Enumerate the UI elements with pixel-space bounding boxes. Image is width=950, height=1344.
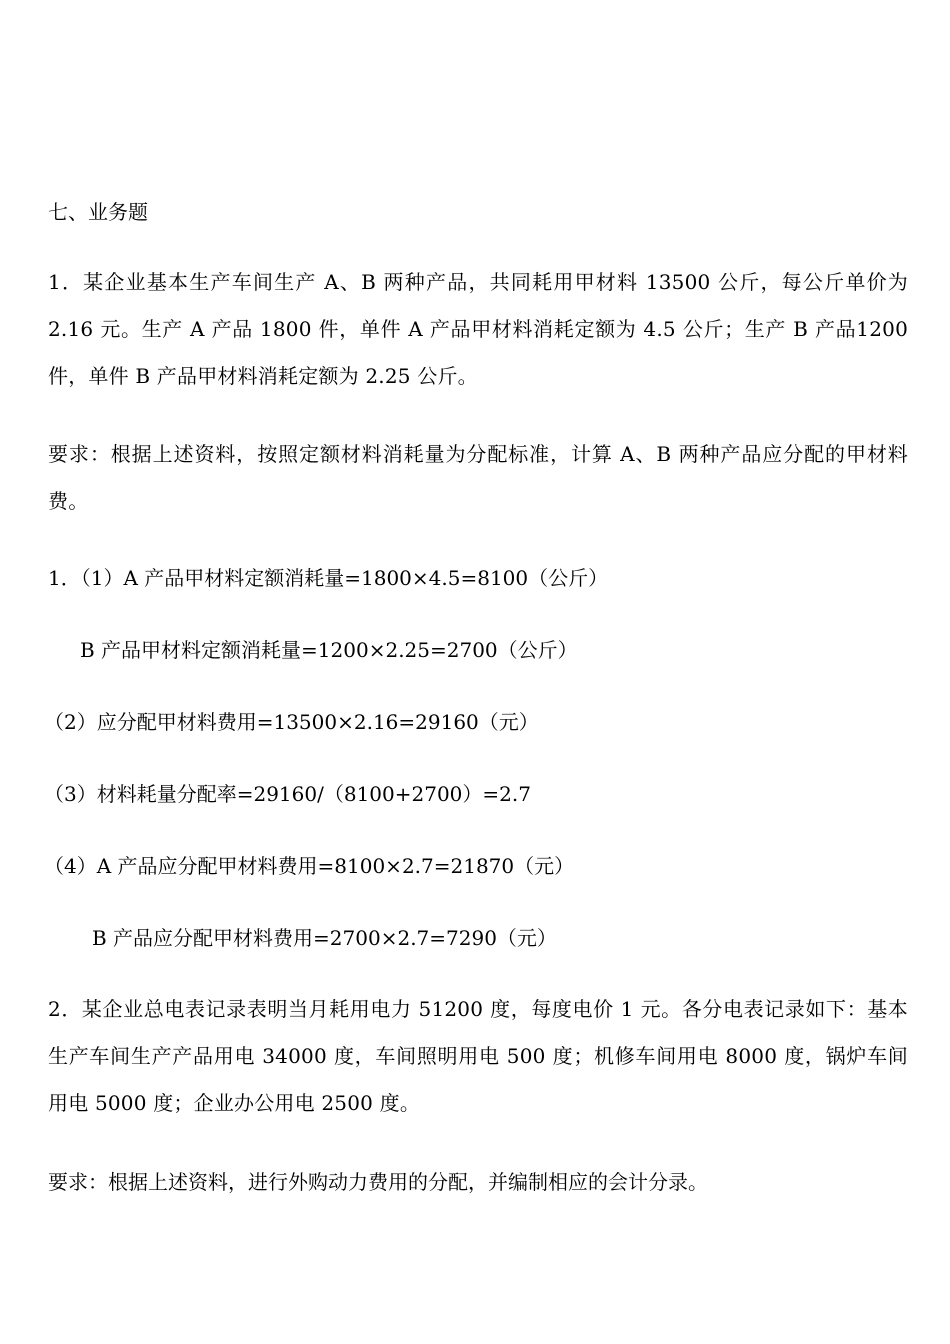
section-title: 七、业务题 xyxy=(48,200,148,224)
question-1-text: 1．某企业基本生产车间生产 A、B 两种产品，共同耗用甲材料 13500 公斤，每公斤单价为 2.16 元。生产 A 产品 1800 件，单件 A 产品甲材料消耗定额为 4.5 公斤；生产 B 产品1200 件，单件 B 产品甲材料消耗定额为 2.25 公斤。 xyxy=(48,270,908,388)
answer-1-line-3: （2）应分配甲材料费用=13500×2.16=29160（元） xyxy=(44,710,539,734)
question-2-text: 2．某企业总电表记录表明当月耗用电力 51200 度，每度电价 1 元。各分电表记录如下：基本生产车间生产产品用电 34000 度，车间照明用电 500 度；机修车间用电 8000 度，锅炉车间用电 5000 度；企业办公用电 2500 度。 xyxy=(48,997,908,1115)
question-1-requirement: 要求：根据上述资料，按照定额材料消耗量为分配标准，计算 A、B 两种产品应分配的甲材料费。 xyxy=(48,442,908,513)
answer-1-line-1: 1．（1）A 产品甲材料定额消耗量=1800×4.5=8100（公斤） xyxy=(48,566,609,590)
answer-1-line-5: （4）A 产品应分配甲材料费用=8100×2.7=21870（元） xyxy=(44,854,575,878)
answer-1-line-4: （3）材料耗量分配率=29160/（8100+2700）=2.7 xyxy=(44,782,531,806)
answer-1-line-2: B 产品甲材料定额消耗量=1200×2.25=2700（公斤） xyxy=(80,638,578,662)
answer-1-line-6: B 产品应分配甲材料费用=2700×2.7=7290（元） xyxy=(92,926,557,950)
question-2-requirement: 要求：根据上述资料，进行外购动力费用的分配，并编制相应的会计分录。 xyxy=(48,1170,708,1194)
